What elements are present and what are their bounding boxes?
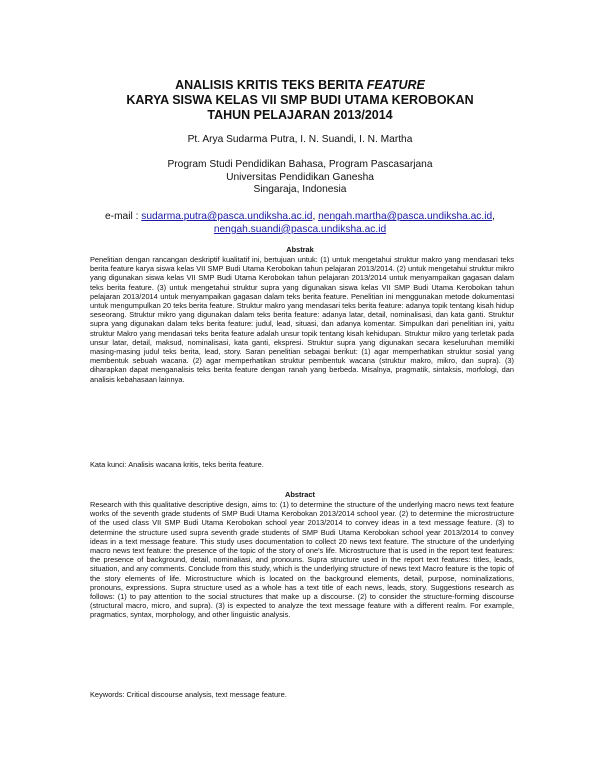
abstract-keywords: Keywords: Critical discourse analysis, text message feature. bbox=[90, 690, 287, 699]
title-line-1-italic: FEATURE bbox=[366, 78, 425, 92]
title-line-3: TAHUN PELAJARAN 2013/2014 bbox=[207, 108, 393, 122]
affiliation-line-3: Singaraja, Indonesia bbox=[253, 184, 347, 195]
email-link-3[interactable]: nengah.suandi@pasca.undiksha.ac.id bbox=[213, 223, 387, 235]
email-separator: , bbox=[312, 211, 319, 222]
abstrak-body: Penelitian dengan rancangan deskriptif kualitatif ini, bertujuan untuk: (1) untuk mengetahui struktur makro yang mendasari teks berita feature karya siswa kelas VII SMP Budi Utama Kerobokan tahun pelajaran 2013/2014. (2) untuk mengetahui struktur mikro yang digunakan siswa kelas VII SMP Budi Utama Kerobokan tahun pelajaran 2013/2014 untuk menyampaikan gagasan dalam teks berita feature. (3) untuk mengetahui struktur supra yang digunakan siswa kelas VII SMP Budi Utama Kerobokan tahun pelajaran 2013/2014 untuk menyampaikan gagasan dalam teks berita feature. Penelitian ini menggunakan metode dokumentasi untuk mengumpulkan 20 teks berita feature. Struktur makro yang mendasari teks berita feature: adanya topik tentang kisah hidup seseorang. Struktur mikro yang digunakan dalam teks berita feature: adanya latar, detail, nominalisasi, dan kata ganti. Struktur supra yang digunakan dalam teks berita feature: judul, lead, situasi, dan adanya komentar. Simpulkan dari penelitian ini, yaitu struktur Makro yang mendasari teks berita feature adalah unsur topik tentang kisah kehidupan. Struktur mikro yang terletak pada unsur latar, detail, maksud, nominalisasi, kata ganti, ekspresi. Struktur supra yang digunakan secara keseluruhan memiliki masing-masing judul teks berita, lead, story. Saran penelitian sebagai berikut: (1) agar memperhatikan struktur sosial yang membentuk sebuah wacana. (2) agar memperhatikan struktur pembentuk wacana (struktur makro, mikro, dan supra). (3) diharapkan dapat menganalisis teks berita feature dengan ranah yang berbeda. Misalnya, pragmatik, sintaksis, morfologi, dan analisis kebahasaan lainnya. bbox=[90, 255, 514, 384]
email-block bbox=[0, 211, 600, 236]
abstract-heading: Abstract bbox=[285, 490, 315, 499]
title-line-2: KARYA SISWA KELAS VII SMP BUDI UTAMA KEROBOKAN bbox=[126, 93, 474, 107]
paper-title bbox=[0, 78, 600, 123]
title-line-1 bbox=[0, 78, 600, 93]
title-line-1-text: ANALISIS KRITIS TEKS BERITA bbox=[175, 78, 367, 92]
affiliation bbox=[0, 159, 600, 197]
email-label: e-mail : bbox=[105, 211, 142, 222]
affiliation-line-1: Program Studi Pendidikan Bahasa, Program Pascasarjana bbox=[167, 159, 433, 170]
affiliation-line-2: Universitas Pendidikan Ganesha bbox=[226, 171, 374, 183]
email-link-1[interactable]: sudarma.putra@pasca.undiksha.ac.id bbox=[141, 211, 313, 222]
email-tail: , bbox=[492, 211, 495, 222]
authors: Pt. Arya Sudarma Putra, I. N. Suandi, I. N. Martha bbox=[187, 134, 413, 145]
abstrak-heading: Abstrak bbox=[286, 245, 314, 254]
abstract-body: Research with this qualitative descriptive design, aims to: (1) to determine the structure of the underlying macro news text feature works of the seventh grade students of SMP Budi Utama Kerobokan 2013/2014 school year. (2) to determine the microstructure of the used class VII SMP Budi Utama Kerobokan school year 2013/2014 to convey ideas in a text message feature. (3) to determine the structure used supra seventh grade students of SMP Budi Utama Kerobokan school year 2013/2014 to convey ideas in a text message feature. This study uses documentation to collect 20 news text feature. The structure of the underlying macro news text feature: the presence of the topic of the story of one's life. Microstructure that is used in the report text features: the presence of background, detail, nominaliasi, and pronouns. Supra structure used in the report text features: titles, leads, situation, and any comments. Conclude from this study, which is the underlying structure of news text Macro feature is the topic of the story elements of life. Microstructure which is located on the background elements, detail, purpose, nominalizations, pronouns, expressions. Supra structure used as a whole has a text title of each news, leads, story. Suggestions research as follows: (1) to pay attention to the social structures that make up a discourse. (2) to consider the structure-forming discourse (structural macro, micro, and supra). (3) is expected to analyze the text message feature with a different realm. For example, pragmatics, syntax, morphology, and other linguistic analysis. bbox=[90, 500, 514, 620]
abstrak-keywords: Kata kunci: Analisis wacana kritis, teks berita feature. bbox=[90, 460, 264, 469]
email-link-2[interactable]: nengah.martha@pasca.undiksha.ac.id bbox=[318, 211, 493, 222]
